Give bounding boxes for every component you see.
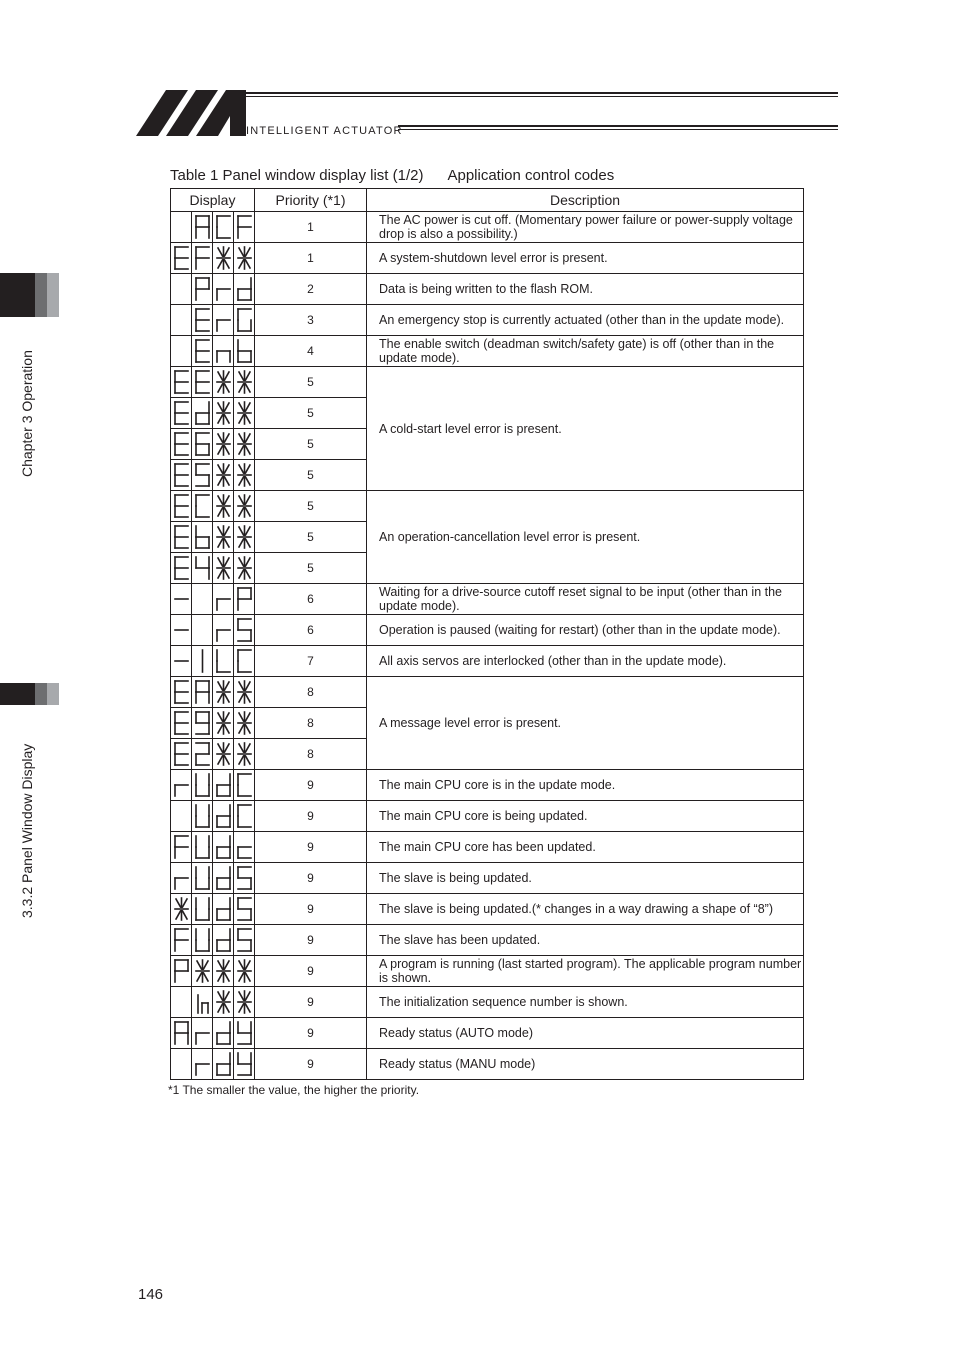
display-digit bbox=[213, 801, 234, 832]
description-cell: The slave has been updated. bbox=[367, 925, 804, 956]
table-title bbox=[170, 167, 614, 184]
display-digit bbox=[192, 863, 213, 894]
description-cell: All axis servos are interlocked (other than in the update mode). bbox=[367, 646, 804, 677]
table-row bbox=[171, 801, 804, 832]
display-digit bbox=[234, 956, 255, 987]
priority-cell: 5 bbox=[255, 522, 367, 553]
display-digit bbox=[213, 1049, 234, 1080]
display-digit bbox=[171, 491, 192, 522]
description-cell: Operation is paused (waiting for restart) (other than in the update mode). bbox=[367, 615, 804, 646]
display-digit bbox=[213, 987, 234, 1018]
display-digit bbox=[192, 739, 213, 770]
display-digit bbox=[213, 863, 234, 894]
display-digit bbox=[234, 491, 255, 522]
display-digit bbox=[213, 894, 234, 925]
header-description: Description bbox=[367, 189, 804, 212]
description-cell: The main CPU core is being updated. bbox=[367, 801, 804, 832]
display-digit bbox=[213, 212, 234, 243]
display-digit bbox=[171, 956, 192, 987]
display-digit bbox=[213, 305, 234, 336]
description-cell: An emergency stop is currently actuated (other than in the update mode). bbox=[367, 305, 804, 336]
description-cell: The initialization sequence number is shown. bbox=[367, 987, 804, 1018]
priority-cell: 5 bbox=[255, 398, 367, 429]
table-row bbox=[171, 1049, 804, 1080]
description-cell: The main CPU core has been updated. bbox=[367, 832, 804, 863]
priority-cell: 8 bbox=[255, 677, 367, 708]
display-digit bbox=[171, 336, 192, 367]
priority-cell: 6 bbox=[255, 615, 367, 646]
table-row bbox=[171, 770, 804, 801]
display-digit bbox=[192, 1018, 213, 1049]
display-digit bbox=[192, 460, 213, 491]
display-digit bbox=[234, 739, 255, 770]
description-cell: A cold-start level error is present. bbox=[367, 367, 804, 491]
display-digit bbox=[213, 615, 234, 646]
description-cell: The slave is being updated. bbox=[367, 863, 804, 894]
display-digit bbox=[213, 491, 234, 522]
priority-cell: 8 bbox=[255, 739, 367, 770]
display-digit bbox=[192, 305, 213, 336]
display-digit bbox=[234, 398, 255, 429]
priority-cell: 9 bbox=[255, 1018, 367, 1049]
priority-cell: 9 bbox=[255, 832, 367, 863]
display-digit bbox=[192, 801, 213, 832]
table-row bbox=[171, 305, 804, 336]
priority-cell: 8 bbox=[255, 708, 367, 739]
priority-cell: 9 bbox=[255, 1049, 367, 1080]
display-digit bbox=[213, 677, 234, 708]
display-digit bbox=[171, 987, 192, 1018]
header-rule-bottom-2 bbox=[398, 129, 838, 130]
display-digit bbox=[234, 987, 255, 1018]
display-digit bbox=[171, 1049, 192, 1080]
display-digit bbox=[213, 584, 234, 615]
display-digit bbox=[213, 646, 234, 677]
display-digit bbox=[213, 274, 234, 305]
table-row bbox=[171, 336, 804, 367]
display-digit bbox=[171, 460, 192, 491]
priority-cell: 9 bbox=[255, 894, 367, 925]
description-cell: An operation-cancellation level error is present. bbox=[367, 491, 804, 584]
display-digit bbox=[234, 863, 255, 894]
priority-cell: 9 bbox=[255, 956, 367, 987]
display-digit bbox=[234, 429, 255, 460]
display-digit bbox=[192, 522, 213, 553]
table-row bbox=[171, 615, 804, 646]
display-digit bbox=[234, 522, 255, 553]
display-digit bbox=[213, 460, 234, 491]
priority-cell: 9 bbox=[255, 770, 367, 801]
display-digit bbox=[234, 646, 255, 677]
display-digit bbox=[192, 336, 213, 367]
display-digit bbox=[234, 274, 255, 305]
table-row bbox=[171, 894, 804, 925]
table-row bbox=[171, 925, 804, 956]
priority-cell: 9 bbox=[255, 801, 367, 832]
display-digit bbox=[213, 770, 234, 801]
display-digit bbox=[192, 398, 213, 429]
display-digit bbox=[234, 615, 255, 646]
footnote: *1 The smaller the value, the higher the priority. bbox=[168, 1083, 420, 1097]
display-digit bbox=[234, 1049, 255, 1080]
display-digit bbox=[213, 832, 234, 863]
display-digit bbox=[171, 522, 192, 553]
table-row bbox=[171, 243, 804, 274]
panel-display-table bbox=[170, 188, 804, 1080]
table-header-row bbox=[171, 189, 804, 212]
display-digit bbox=[192, 925, 213, 956]
display-digit bbox=[171, 615, 192, 646]
display-digit bbox=[192, 956, 213, 987]
priority-cell: 5 bbox=[255, 367, 367, 398]
table-row bbox=[171, 584, 804, 615]
table-row bbox=[171, 956, 804, 987]
priority-cell: 1 bbox=[255, 212, 367, 243]
display-digit bbox=[213, 429, 234, 460]
priority-cell: 5 bbox=[255, 491, 367, 522]
display-digit bbox=[192, 1049, 213, 1080]
display-digit bbox=[171, 584, 192, 615]
priority-cell: 2 bbox=[255, 274, 367, 305]
display-digit bbox=[192, 615, 213, 646]
priority-cell: 5 bbox=[255, 553, 367, 584]
description-cell: A message level error is present. bbox=[367, 677, 804, 770]
priority-cell: 5 bbox=[255, 460, 367, 491]
iai-logo bbox=[136, 90, 246, 136]
brand-name: INTELLIGENT ACTUATOR bbox=[246, 125, 403, 137]
priority-cell: 3 bbox=[255, 305, 367, 336]
table-row bbox=[171, 987, 804, 1018]
header-rule-bottom bbox=[398, 125, 838, 127]
display-digit bbox=[171, 274, 192, 305]
display-digit bbox=[192, 770, 213, 801]
display-digit bbox=[171, 1018, 192, 1049]
display-digit bbox=[192, 212, 213, 243]
header-priority: Priority (*1) bbox=[255, 189, 367, 212]
display-digit bbox=[192, 491, 213, 522]
table-row bbox=[171, 677, 804, 708]
display-digit bbox=[213, 708, 234, 739]
description-cell: The slave is being updated.(* changes in a way drawing a shape of “8”) bbox=[367, 894, 804, 925]
display-digit bbox=[171, 367, 192, 398]
display-digit bbox=[234, 243, 255, 274]
display-digit bbox=[213, 553, 234, 584]
display-digit bbox=[234, 336, 255, 367]
table-row bbox=[171, 1018, 804, 1049]
description-cell: The enable switch (deadman switch/safety gate) is off (other than in the update mode). bbox=[367, 336, 804, 367]
header-rule-top-2 bbox=[246, 96, 838, 97]
header-rule-top bbox=[246, 92, 838, 94]
priority-cell: 6 bbox=[255, 584, 367, 615]
description-cell: A program is running (last started program). The applicable program number is shown. bbox=[367, 956, 804, 987]
chapter-label: Chapter 3 Operation bbox=[19, 350, 35, 477]
table-row bbox=[171, 832, 804, 863]
display-digit bbox=[234, 801, 255, 832]
display-digit bbox=[171, 894, 192, 925]
display-digit bbox=[213, 522, 234, 553]
display-digit bbox=[171, 739, 192, 770]
description-cell: Waiting for a drive-source cutoff reset signal to be input (other than in the update mode). bbox=[367, 584, 804, 615]
display-digit bbox=[171, 863, 192, 894]
display-digit bbox=[234, 1018, 255, 1049]
display-digit bbox=[213, 398, 234, 429]
display-digit bbox=[192, 677, 213, 708]
header-display: Display bbox=[171, 189, 255, 212]
display-digit bbox=[171, 832, 192, 863]
description-cell: Ready status (MANU mode) bbox=[367, 1049, 804, 1080]
display-digit bbox=[192, 243, 213, 274]
display-digit bbox=[171, 925, 192, 956]
description-cell: The AC power is cut off. (Momentary power failure or power-supply voltage drop is also a possibility.) bbox=[367, 212, 804, 243]
display-digit bbox=[234, 832, 255, 863]
description-cell: Data is being written to the flash ROM. bbox=[367, 274, 804, 305]
display-digit bbox=[213, 1018, 234, 1049]
display-digit bbox=[234, 925, 255, 956]
display-digit bbox=[192, 832, 213, 863]
table-row bbox=[171, 491, 804, 522]
display-digit bbox=[171, 770, 192, 801]
display-digit bbox=[171, 305, 192, 336]
display-digit bbox=[192, 646, 213, 677]
priority-cell: 9 bbox=[255, 987, 367, 1018]
table-title-main: Table 1 Panel window display list (1/2) bbox=[170, 167, 424, 184]
display-digit bbox=[234, 553, 255, 584]
display-digit bbox=[171, 708, 192, 739]
display-digit bbox=[171, 801, 192, 832]
display-digit bbox=[213, 367, 234, 398]
description-cell: A system-shutdown level error is present. bbox=[367, 243, 804, 274]
table-row bbox=[171, 212, 804, 243]
priority-cell: 4 bbox=[255, 336, 367, 367]
display-digit bbox=[234, 367, 255, 398]
display-digit bbox=[192, 584, 213, 615]
display-digit bbox=[171, 243, 192, 274]
display-digit bbox=[234, 677, 255, 708]
display-digit bbox=[213, 739, 234, 770]
display-digit bbox=[192, 987, 213, 1018]
table-row bbox=[171, 646, 804, 677]
display-digit bbox=[171, 398, 192, 429]
priority-cell: 9 bbox=[255, 863, 367, 894]
display-digit bbox=[171, 553, 192, 584]
page-number: 146 bbox=[138, 1286, 164, 1303]
display-digit bbox=[234, 894, 255, 925]
table-row bbox=[171, 863, 804, 894]
priority-cell: 5 bbox=[255, 429, 367, 460]
section-label: 3.3.2 Panel Window Display bbox=[19, 743, 35, 918]
priority-cell: 7 bbox=[255, 646, 367, 677]
display-digit bbox=[213, 925, 234, 956]
description-cell: Ready status (AUTO mode) bbox=[367, 1018, 804, 1049]
display-digit bbox=[234, 770, 255, 801]
display-digit bbox=[213, 956, 234, 987]
display-digit bbox=[192, 429, 213, 460]
display-digit bbox=[171, 677, 192, 708]
display-digit bbox=[234, 460, 255, 491]
display-digit bbox=[192, 894, 213, 925]
table-subtitle: Application control codes bbox=[447, 167, 615, 184]
display-digit bbox=[213, 243, 234, 274]
display-digit bbox=[234, 305, 255, 336]
display-digit bbox=[192, 553, 213, 584]
display-digit bbox=[192, 274, 213, 305]
priority-cell: 9 bbox=[255, 925, 367, 956]
display-digit bbox=[234, 212, 255, 243]
display-digit bbox=[192, 708, 213, 739]
display-digit bbox=[234, 708, 255, 739]
table-row bbox=[171, 274, 804, 305]
display-digit bbox=[192, 367, 213, 398]
table-row bbox=[171, 367, 804, 398]
display-digit bbox=[171, 212, 192, 243]
display-digit bbox=[234, 584, 255, 615]
display-digit bbox=[213, 336, 234, 367]
priority-cell: 1 bbox=[255, 243, 367, 274]
description-cell: The main CPU core is in the update mode. bbox=[367, 770, 804, 801]
display-digit bbox=[171, 646, 192, 677]
display-digit bbox=[171, 429, 192, 460]
